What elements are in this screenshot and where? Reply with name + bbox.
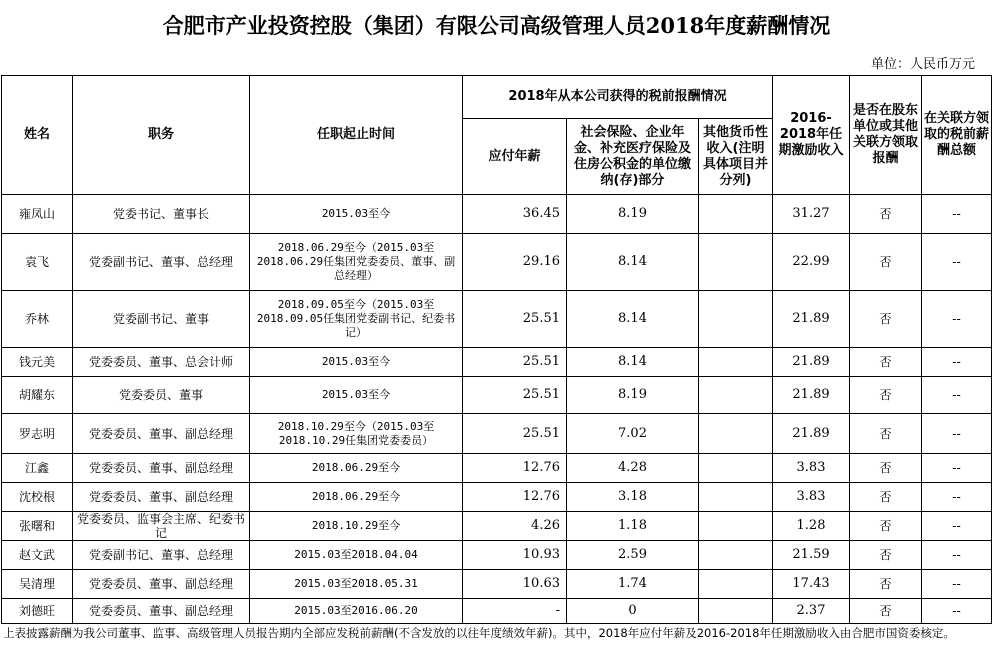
cell-other [699,377,773,414]
cell-position: 党委委员、董事、副总经理 [73,599,250,624]
cell-incentive: 3.83 [773,483,850,512]
cell-social: 8.14 [567,291,699,348]
cell-position: 党委委员、董事、副总经理 [73,483,250,512]
cell-shareholder: 否 [850,599,922,624]
cell-term: 2015.03至2018.04.04 [250,541,463,570]
footnote: 上表披露薪酬为我公司董事、监事、高级管理人员报告期内全部应发税前薪酬(不含发放的以往年度绩效年薪)。其中，2018年应付年薪及2016-2018年任期激励收入由合肥市国资委核定。 [3,626,955,640]
page-title: 合肥市产业投资控股（集团）有限公司高级管理人员2018年度薪酬情况 [162,13,831,38]
cell-salary: 36.45 [463,195,567,234]
cell-salary: 25.51 [463,291,567,348]
cell-position: 党委委员、监事会主席、纪委书记 [73,512,250,541]
cell-shareholder: 否 [850,291,922,348]
header-term: 任职起止时间 [250,76,463,195]
cell-term: 2015.03至今 [250,377,463,414]
header-position: 职务 [73,76,250,195]
cell-shareholder: 否 [850,570,922,599]
cell-social: 7.02 [567,414,699,454]
cell-term: 2018.10.29至今（2015.03至2018.10.29任集团党委委员） [250,414,463,454]
cell-social: 8.14 [567,348,699,377]
cell-incentive: 1.28 [773,512,850,541]
cell-term: 2015.03至今 [250,348,463,377]
cell-shareholder: 否 [850,195,922,234]
header-related: 在关联方领取的税前薪酬总额 [922,76,992,195]
header-name: 姓名 [2,76,73,195]
cell-term: 2018.10.29至今 [250,512,463,541]
cell-incentive: 21.89 [773,377,850,414]
cell-social: 1.18 [567,512,699,541]
cell-name: 雍凤山 [2,195,73,234]
header-salary: 应付年薪 [463,119,567,195]
cell-salary: - [463,599,567,624]
cell-related: -- [922,377,992,414]
cell-social: 8.19 [567,377,699,414]
cell-related: -- [922,599,992,624]
cell-incentive: 3.83 [773,454,850,483]
cell-term: 2015.03至2016.06.20 [250,599,463,624]
cell-other [699,599,773,624]
cell-other [699,570,773,599]
table-row [2,512,992,541]
cell-name: 赵文武 [2,541,73,570]
cell-shareholder: 否 [850,512,922,541]
table-row [2,195,992,234]
cell-related: -- [922,195,992,234]
cell-other [699,291,773,348]
cell-related: -- [922,483,992,512]
cell-position: 党委副书记、董事、总经理 [73,541,250,570]
cell-other [699,348,773,377]
header-other: 其他货币性收入(注明具体项目并分列) [699,119,773,195]
table-row [2,291,992,348]
header-social: 社会保险、企业年金、补充医疗保险及住房公积金的单位缴纳(存)部分 [567,119,699,195]
cell-name: 罗志明 [2,414,73,454]
cell-other [699,483,773,512]
cell-name: 张曙和 [2,512,73,541]
compensation-table [1,75,992,624]
cell-name: 乔林 [2,291,73,348]
cell-name: 胡耀东 [2,377,73,414]
cell-name: 钱元美 [2,348,73,377]
cell-social: 0 [567,599,699,624]
table-row [2,348,992,377]
cell-term: 2015.03至2018.05.31 [250,570,463,599]
cell-term: 2018.06.29至今（2015.03至2018.06.29任集团党委委员、董事、副总经理） [250,234,463,291]
cell-other [699,234,773,291]
cell-shareholder: 否 [850,483,922,512]
cell-social: 3.18 [567,483,699,512]
cell-related: -- [922,512,992,541]
cell-salary: 25.51 [463,377,567,414]
cell-position: 党委副书记、董事 [73,291,250,348]
cell-salary: 12.76 [463,454,567,483]
cell-incentive: 17.43 [773,570,850,599]
cell-salary: 29.16 [463,234,567,291]
cell-other [699,195,773,234]
cell-salary: 12.76 [463,483,567,512]
cell-related: -- [922,291,992,348]
cell-related: -- [922,234,992,291]
unit-label: 单位：人民币万元 [870,57,975,72]
cell-name: 袁飞 [2,234,73,291]
cell-related: -- [922,541,992,570]
cell-related: -- [922,454,992,483]
header-incentive: 2016-2018年任期激励收入 [773,76,850,195]
cell-shareholder: 否 [850,348,922,377]
cell-shareholder: 否 [850,234,922,291]
cell-shareholder: 否 [850,454,922,483]
cell-incentive: 31.27 [773,195,850,234]
cell-name: 沈校根 [2,483,73,512]
header-pre-tax-group: 2018年从本公司获得的税前报酬情况 [463,76,773,119]
cell-salary: 10.93 [463,541,567,570]
cell-shareholder: 否 [850,414,922,454]
cell-position: 党委委员、董事、副总经理 [73,454,250,483]
cell-name: 江鑫 [2,454,73,483]
cell-related: -- [922,570,992,599]
cell-other [699,512,773,541]
cell-salary: 25.51 [463,414,567,454]
cell-social: 4.28 [567,454,699,483]
cell-term: 2018.06.29至今 [250,454,463,483]
cell-position: 党委副书记、董事、总经理 [73,234,250,291]
table-row [2,454,992,483]
cell-position: 党委委员、董事、副总经理 [73,570,250,599]
cell-name: 刘德旺 [2,599,73,624]
cell-social: 2.59 [567,541,699,570]
table-row [2,414,992,454]
cell-position: 党委委员、董事、总会计师 [73,348,250,377]
cell-shareholder: 否 [850,541,922,570]
cell-salary: 10.63 [463,570,567,599]
cell-position: 党委委员、董事、副总经理 [73,414,250,454]
cell-other [699,541,773,570]
cell-position: 党委书记、董事长 [73,195,250,234]
cell-social: 8.19 [567,195,699,234]
cell-related: -- [922,348,992,377]
cell-social: 8.14 [567,234,699,291]
header-shareholder: 是否在股东单位或其他关联方领取报酬 [850,76,922,195]
cell-salary: 25.51 [463,348,567,377]
cell-social: 1.74 [567,570,699,599]
cell-term: 2015.03至今 [250,195,463,234]
table-row [2,234,992,291]
table-row [2,599,992,624]
cell-incentive: 2.37 [773,599,850,624]
table-row [2,541,992,570]
cell-incentive: 21.89 [773,414,850,454]
cell-incentive: 21.59 [773,541,850,570]
table-row [2,377,992,414]
cell-shareholder: 否 [850,377,922,414]
cell-incentive: 21.89 [773,348,850,377]
cell-incentive: 21.89 [773,291,850,348]
cell-term: 2018.09.05至今（2015.03至2018.09.05任集团党委副书记、纪委书记） [250,291,463,348]
cell-position: 党委委员、董事 [73,377,250,414]
table-row [2,570,992,599]
cell-name: 吴清理 [2,570,73,599]
table-row [2,483,992,512]
cell-other [699,454,773,483]
cell-term: 2018.06.29至今 [250,483,463,512]
cell-related: -- [922,414,992,454]
cell-salary: 4.26 [463,512,567,541]
cell-incentive: 22.99 [773,234,850,291]
cell-other [699,414,773,454]
